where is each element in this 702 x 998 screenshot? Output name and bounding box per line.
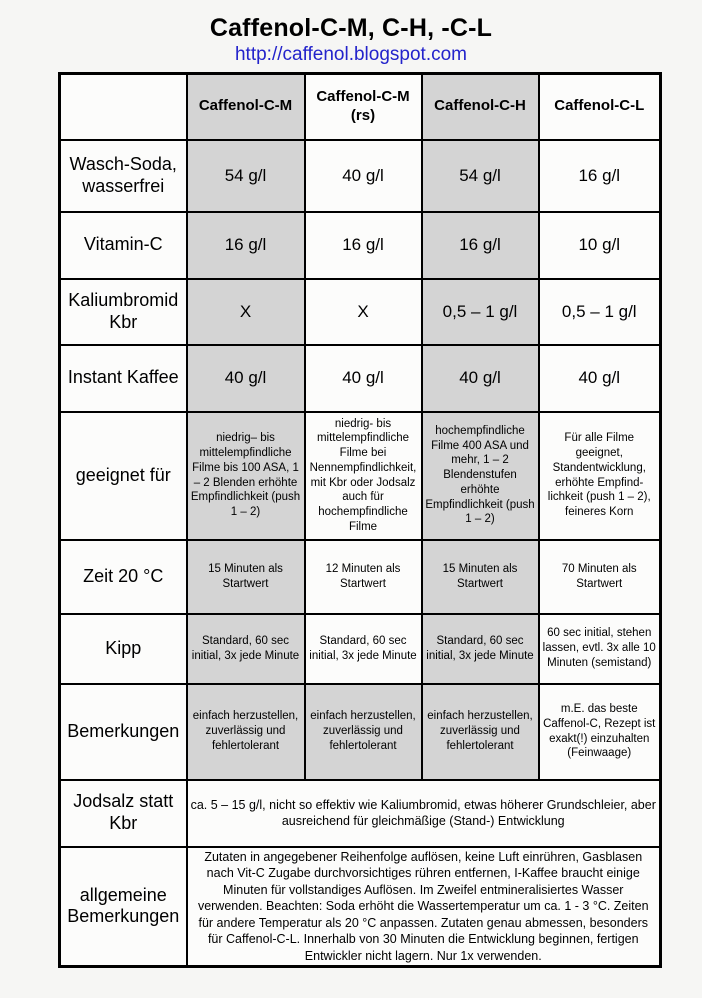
table-cell: 0,5 – 1 g/l: [539, 279, 661, 345]
table-row-geeignet-fuer: [60, 412, 661, 540]
table-cell: hochempfindliche Filme 400 ASA und mehr, 1 – 2 Blendenstufen erhöhte Empfindlichkeit (push 1 – 2): [422, 412, 539, 540]
row-label-zeit: Zeit 20 °C: [60, 540, 187, 614]
table-cell: X: [305, 279, 422, 345]
table-cell: 16 g/l: [187, 212, 305, 279]
table-cell: niedrig– bis mittelempfindliche Filme bis 100 ASA, 1 – 2 Blenden erhöhte Empfindlichkeit (push 1 – 2): [187, 412, 305, 540]
table-cell: m.E. das beste Caffenol-C, Rezept ist exakt(!) einzuhalten (Feinwaage): [539, 684, 661, 780]
column-header-caffenol-c-m-rs: Caffenol-C-M (rs): [305, 74, 422, 140]
row-label-bemerkungen: Bemerkungen: [60, 684, 187, 780]
table-row-vitamin-c: [60, 212, 661, 279]
table-cell: 60 sec initial, stehen lassen, evtl. 3x alle 10 Minuten (semistand): [539, 614, 661, 684]
table-row-instant-kaffee: [60, 345, 661, 412]
row-label-wasch-soda: Wasch-Soda, wasserfrei: [60, 140, 187, 212]
row-label-geeignet-fuer: geeignet für: [60, 412, 187, 540]
blog-link[interactable]: http://caffenol.blogspot.com: [234, 44, 468, 65]
table-row-kipp: [60, 614, 661, 684]
table-cell: Für alle Filme geeignet, Standentwicklung, erhöhte Empfind- lichkeit (push 1 – 2), feineres Korn: [539, 412, 661, 540]
table-row-bemerkungen: [60, 684, 661, 780]
table-cell: 40 g/l: [187, 345, 305, 412]
column-header-caffenol-c-m: Caffenol-C-M: [187, 74, 305, 140]
table-cell: Standard, 60 sec initial, 3x jede Minute: [187, 614, 305, 684]
column-header-caffenol-c-l: Caffenol-C-L: [539, 74, 661, 140]
table-cell: Standard, 60 sec initial, 3x jede Minute: [422, 614, 539, 684]
table-cell: 16 g/l: [539, 140, 661, 212]
span-cell-allgemeine-bemerkungen: Zutaten in angegebener Reihenfolge auflösen, keine Luft einrühren, Gasblasen nach Vit-C Zugabe durchvorsichtiges rühren entfernen, I-Kaffee braucht einige Minuten für vollstandiges Auflösen. Im Zweifel entmineralisiertes Wasser verwenden. Beachten: Soda erhöht die Wassertemperatur um ca. 1 - 3 °C. Zeiten für andere Temperatur als 20 °C anpassen. Zutaten genau abmessen, besonders für Caffenol-C-L. Innerhalb von 30 Minuten die Entwicklung beginnen, fertigen Entwickler nicht lagern. Nur 1x verwenden.: [187, 847, 661, 967]
table-row-kaliumbromid: [60, 279, 661, 345]
column-header-blank: [60, 74, 187, 140]
table-cell: 40 g/l: [305, 140, 422, 212]
table-cell: 16 g/l: [305, 212, 422, 279]
row-label-allgemeine-bemerkungen: allgemeine Bemerkungen: [60, 847, 187, 967]
row-label-jodsalz: Jodsalz statt Kbr: [60, 780, 187, 847]
column-header-caffenol-c-h: Caffenol-C-H: [422, 74, 539, 140]
header-row: [60, 74, 661, 140]
table-row-zeit: [60, 540, 661, 614]
table-row-wasch-soda: [60, 140, 661, 212]
page-title: Caffenol-C-M, C-H, -C-L: [209, 14, 493, 42]
table-cell: niedrig- bis mittelempfindliche Filme bei Nennempfindlichkeit, mit Kbr oder Jodsalz auch für hochempfindliche Filme: [305, 412, 422, 540]
table-cell: einfach herzustellen, zuverlässig und fehlertolerant: [187, 684, 305, 780]
row-label-kaliumbromid: Kaliumbromid Kbr: [60, 279, 187, 345]
table-cell: einfach herzustellen, zuverlässig und fehlertolerant: [422, 684, 539, 780]
table-cell: 70 Minuten als Startwert: [539, 540, 661, 614]
table-cell: 40 g/l: [305, 345, 422, 412]
table-cell: 40 g/l: [422, 345, 539, 412]
span-cell-jodsalz: ca. 5 – 15 g/l, nicht so effektiv wie Kaliumbromid, etwas höherer Grundschleier, aber ausreichend für gleichmäßige (Stand-) Entwicklung: [187, 780, 661, 847]
table-cell: 15 Minuten als Startwert: [187, 540, 305, 614]
table-cell: X: [187, 279, 305, 345]
row-label-kipp: Kipp: [60, 614, 187, 684]
table-row-jodsalz: [60, 780, 661, 847]
table-cell: 16 g/l: [422, 212, 539, 279]
row-label-vitamin-c: Vitamin-C: [60, 212, 187, 279]
table-cell: 10 g/l: [539, 212, 661, 279]
table-cell: 54 g/l: [422, 140, 539, 212]
table-cell: 15 Minuten als Startwert: [422, 540, 539, 614]
caffenol-recipe-table: [58, 72, 662, 968]
row-label-instant-kaffee: Instant Kaffee: [60, 345, 187, 412]
table-cell: 40 g/l: [539, 345, 661, 412]
table-cell: Standard, 60 sec initial, 3x jede Minute: [305, 614, 422, 684]
table-cell: einfach herzustellen, zuverlässig und fehlertolerant: [305, 684, 422, 780]
table-cell: 12 Minuten als Startwert: [305, 540, 422, 614]
table-cell: 54 g/l: [187, 140, 305, 212]
table-row-allgemeine-bemerkungen: [60, 847, 661, 967]
table-cell: 0,5 – 1 g/l: [422, 279, 539, 345]
